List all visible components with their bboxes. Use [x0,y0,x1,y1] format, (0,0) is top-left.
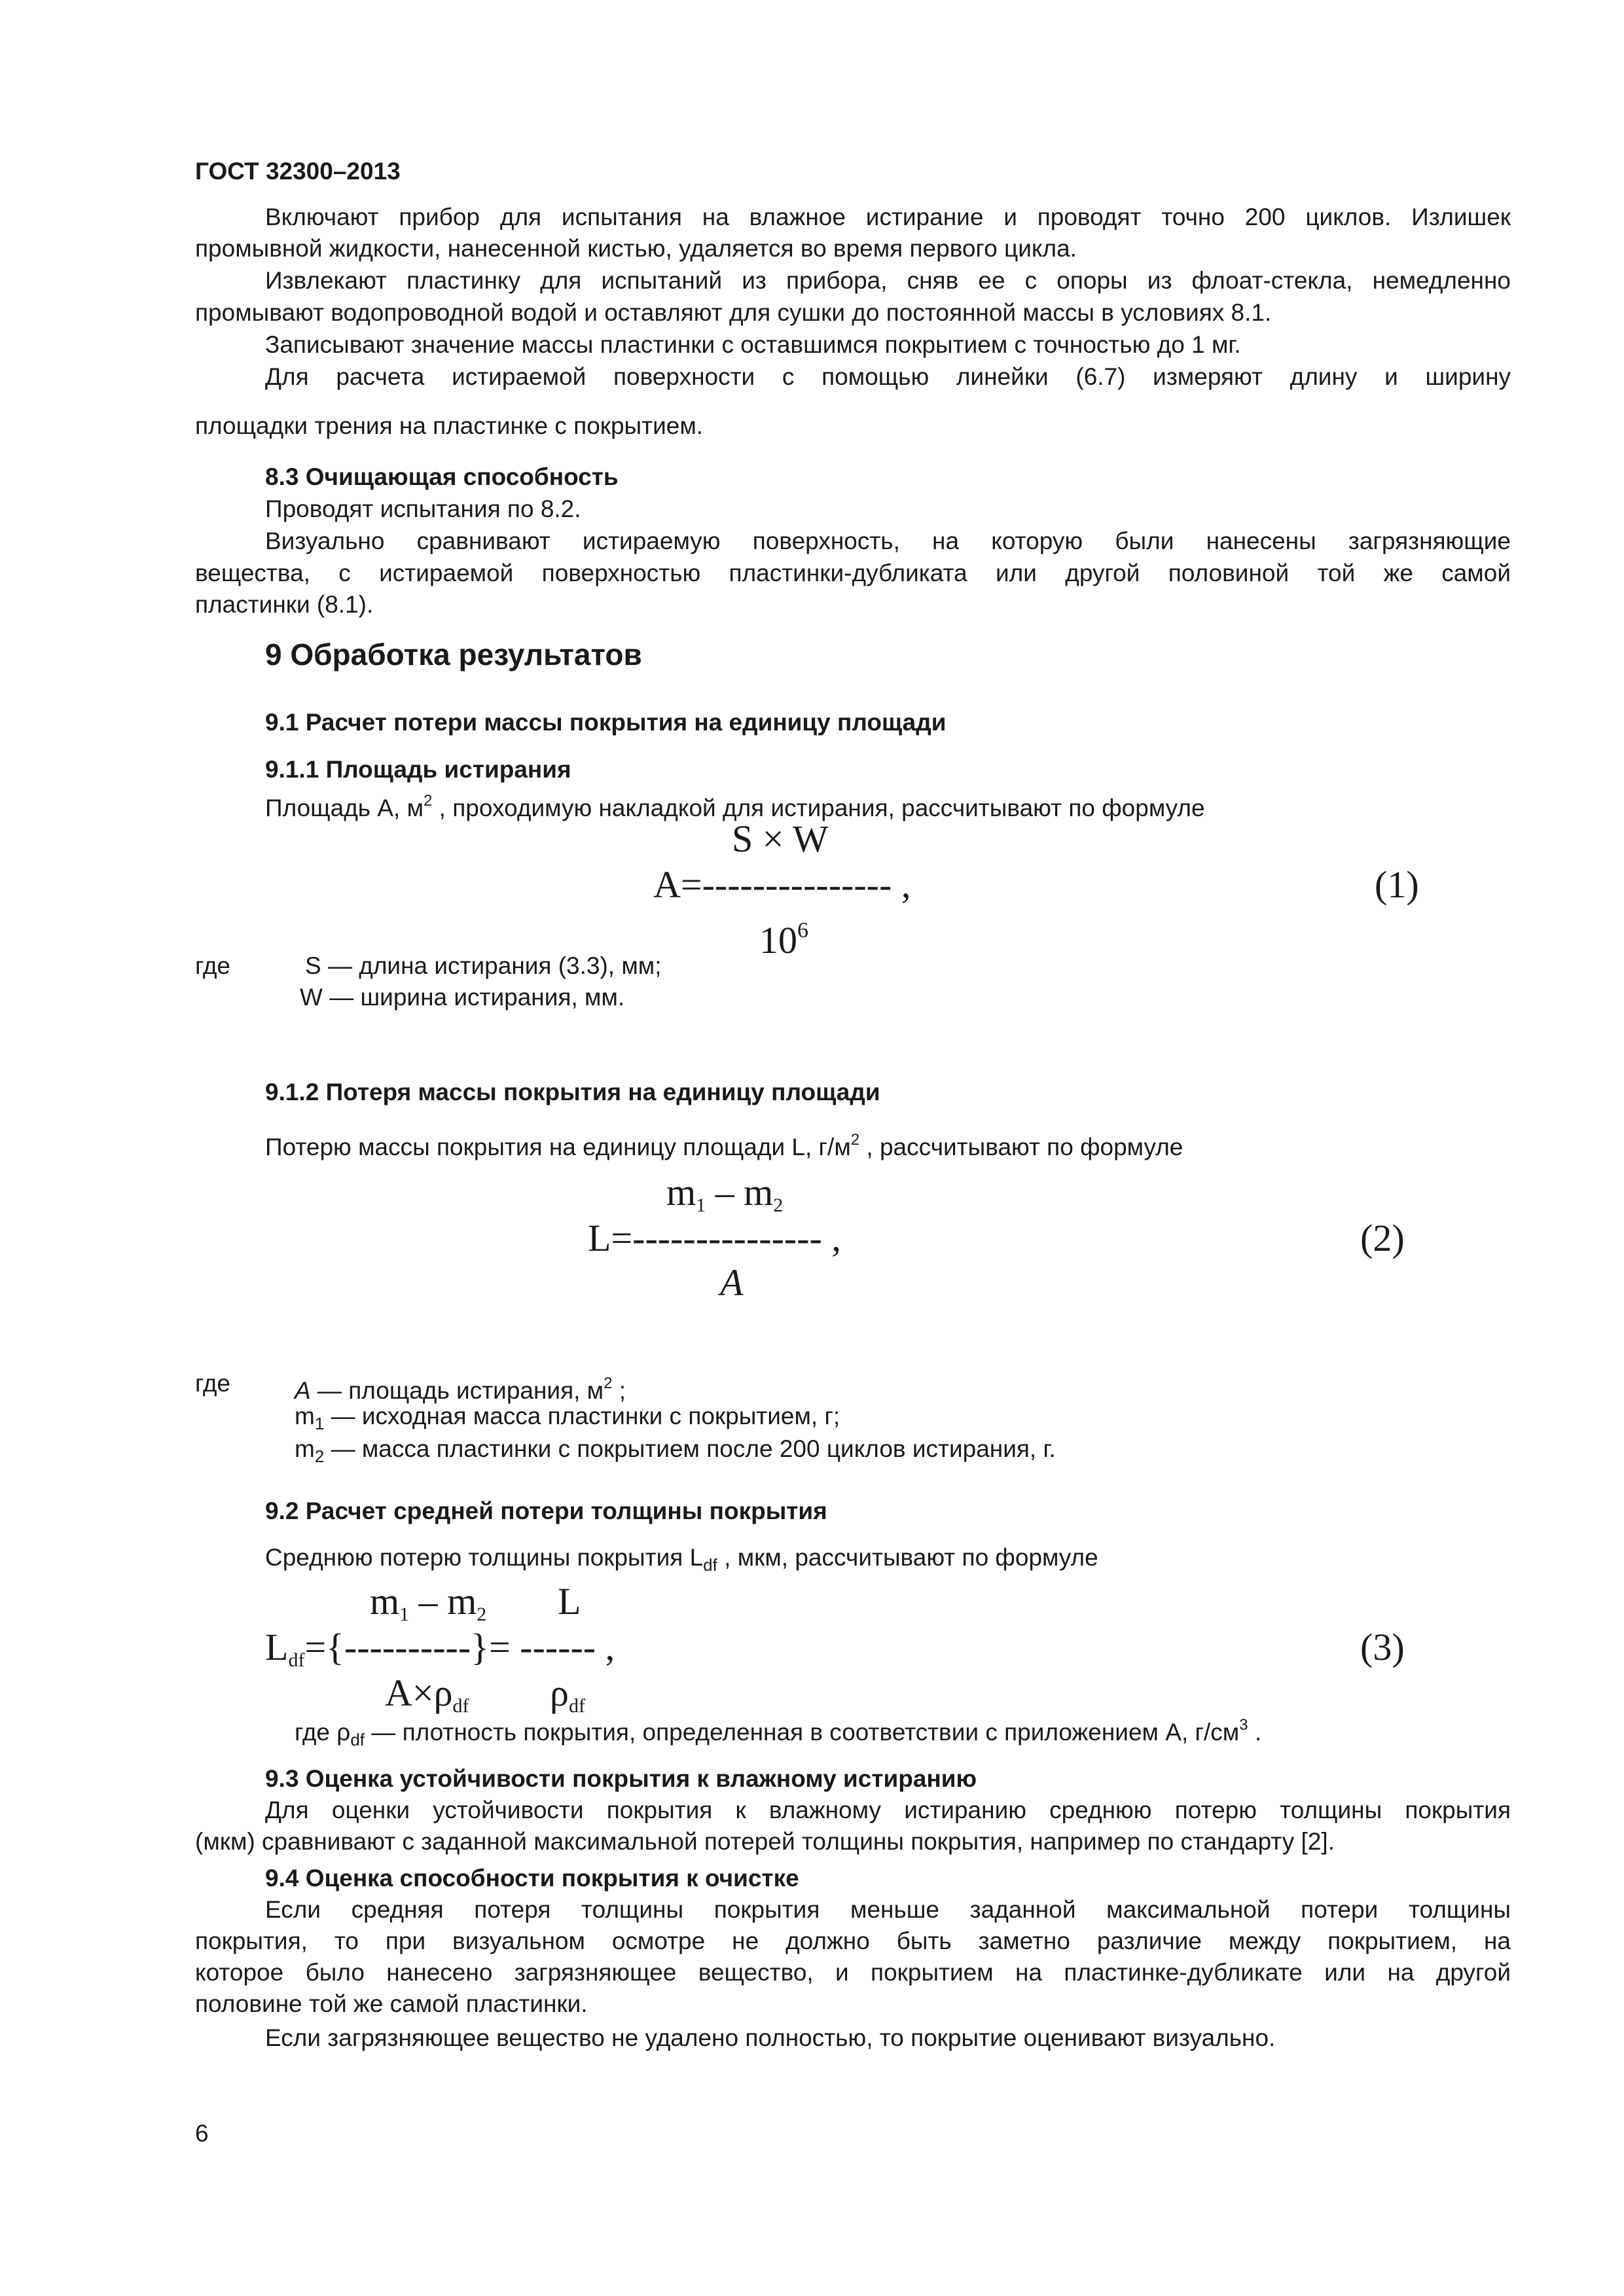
formula-number: (3) [1360,1626,1405,1668]
text-run: – m [706,1171,774,1213]
formula-1-numerator: S × W [732,817,829,860]
text-run: Среднюю потерю толщины покрытия L [265,1544,704,1571]
superscript: 2 [604,1374,613,1392]
paragraph-line: покрытия, то при визуальном осмотре не должно быть заметно различие между покрытием, на [195,1928,1511,1954]
text-run: где ρ [295,1719,351,1746]
text-run: — площадь истирания, м [310,1377,604,1404]
text-run: L [265,1626,289,1668]
text-run: — исходная масса пластинки с покрытием, г; [324,1403,840,1429]
paragraph-line: половине той же самой пластинки. [195,1990,588,2017]
text-run: A×ρ [385,1672,453,1714]
paragraph-line: Извлекают пластинку для испытаний из прибора, сняв ее с опоры из флоат-стекла, немедленно [265,267,1511,294]
superscript: 6 [797,918,808,942]
paragraph-line: площадки трения на пластинке с покрытием. [195,412,704,439]
formula-number: (1) [1375,863,1419,906]
definition-line: S — длина истирания (3.3), мм; [305,952,662,979]
superscript: 2 [850,1131,860,1149]
text-run: ρ [550,1672,569,1714]
subscript: 2 [477,1604,487,1625]
definition-line [295,1710,1261,1755]
text-run: ={----------}= ------ , [304,1626,615,1668]
subscript: df [350,1730,365,1749]
paragraph-line: которое было нанесено загрязняющее вещество, и покрытием на пластинке-дубликате или на другой [195,1959,1511,1986]
subscript: df [452,1695,469,1717]
paragraph-line: вещества, с истираемой поверхностью пластинки-дубликата или другой половиной той же самой [195,560,1511,586]
paragraph-line: (мкм) сравнивают с заданной максимальной потерей толщины покрытия, например по стандарту [2]. [195,1828,1335,1855]
paragraph-line: пластинки (8.1). [195,591,374,618]
section-heading: 9.1 Расчет потери массы покрытия на единицу площади [265,709,947,736]
paragraph-line [265,1542,1098,1581]
paragraph-line: Проводят испытания по 8.2. [265,495,581,522]
formula-2-lhs: L=--------------- , [588,1217,841,1259]
formula-2-denominator: A [720,1261,744,1304]
subscript: 1 [696,1194,706,1216]
section-heading: 8.3 Очищающая способность [265,463,619,490]
subscript: df [703,1555,717,1575]
subscript: 2 [773,1194,784,1216]
subscript: df [288,1649,305,1671]
section-heading: 9.3 Оценка устойчивости покрытия к влажному истиранию [265,1765,977,1792]
subscript: 1 [399,1604,410,1625]
formula-1-denominator [759,910,808,961]
superscript: 3 [1239,1716,1248,1734]
document-header: ГОСТ 32300–2013 [195,158,401,185]
subscript: 2 [314,1446,325,1466]
formula-1-lhs: A=--------------- , [653,863,911,906]
formula-number: (2) [1360,1217,1405,1259]
paragraph-line: Для оценки устойчивости покрытия к влажному истиранию среднюю потерю толщины покрытия [265,1797,1511,1823]
paragraph-line: Записывают значение массы пластинки с оставшимся покрытием с точностью до 1 мг. [265,331,1241,358]
where-label: где [195,952,231,979]
text-run: m [295,1403,315,1429]
text-run: A [295,1377,311,1404]
text-run: Площадь А, м [265,795,424,821]
paragraph-line: промывной жидкости, нанесенной кистью, удаляется во время первого цикла. [195,235,1077,262]
paragraph-line [265,1124,1183,1163]
text-run: . [1248,1719,1262,1746]
section-heading: 9.2 Расчет средней потери толщины покрытия [265,1498,827,1524]
subscript: df [568,1695,585,1717]
text-run: , рассчитывают по формуле [859,1134,1183,1160]
paragraph-line: Если средняя потеря толщины покрытия меньше заданной максимальной потери толщины [265,1896,1511,1923]
paragraph-line: Включают прибор для испытания на влажное истирание и проводят точно 200 циклов. Излишек [265,204,1511,230]
paragraph-line: Если загрязняющее вещество не удалено полностью, то покрытие оценивают визуально. [265,2024,1276,2051]
page-number: 6 [195,2120,209,2147]
text-run: — плотность покрытия, определенная в соответствии с приложением А, г/см [365,1719,1240,1746]
text-run: 10 [759,919,797,961]
subsection-heading: 9.1.1 Площадь истирания [265,756,571,783]
text-run: – m [409,1580,477,1623]
definition-line: W — ширина истирания, мм. [300,984,625,1011]
chapter-heading: 9 Обработка результатов [265,637,642,672]
text-run: m [666,1171,696,1213]
text-run: m [295,1435,315,1462]
subsection-heading: 9.1.2 Потеря массы покрытия на единицу площади [265,1079,880,1105]
text-run: — масса пластинки с покрытием после 200 циклов истирания, г. [324,1435,1056,1462]
text-run: , проходимую накладкой для истирания, рассчитывают по формуле [432,795,1205,821]
section-heading: 9.4 Оценка способности покрытия к очистке [265,1865,799,1892]
subscript: 1 [314,1414,325,1433]
definition-line [295,1433,1056,1472]
paragraph-line: Для расчета истираемой поверхности с помощью линейки (6.7) измеряют длину и ширину [265,363,1511,390]
superscript: 2 [424,792,433,810]
paragraph-line: Визуально сравнивают истираемую поверхность, на которую были нанесены загрязняющие [265,528,1511,554]
text-run: , мкм, рассчитывают по формуле [717,1544,1098,1571]
where-label: где [195,1370,231,1397]
text-run: Потерю массы покрытия на единицу площади L, г/м [265,1134,851,1160]
text-run: ; [612,1377,626,1404]
text-run: m [370,1580,400,1623]
formula-3-numerator-right: L [558,1580,581,1623]
paragraph-line: промывают водопроводной водой и оставляют для сушки до постоянной массы в условиях 8.1. [195,299,1272,326]
